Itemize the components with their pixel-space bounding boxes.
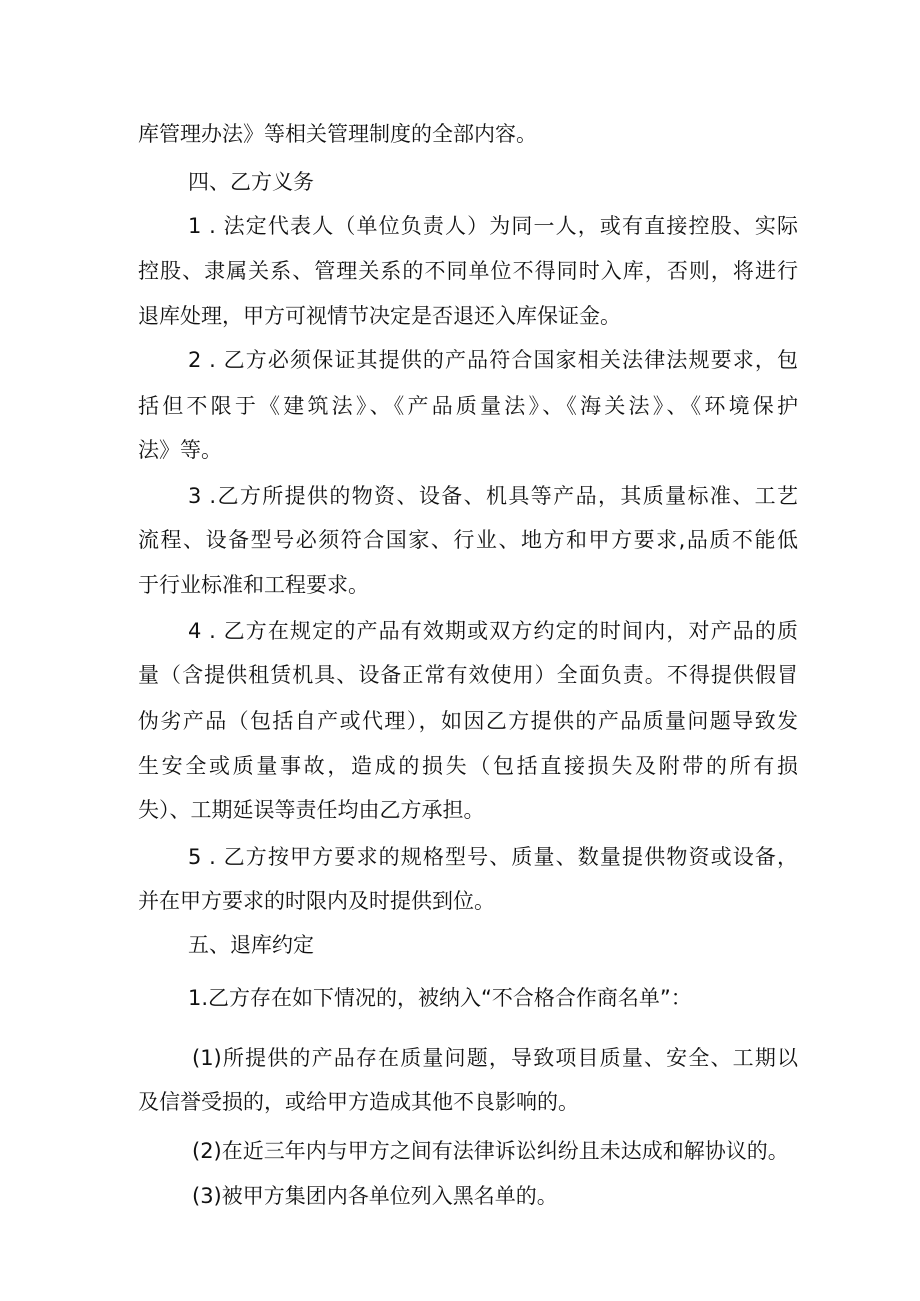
- text-line: 库管理办法》等相关管理制度的全部内容。: [138, 122, 537, 146]
- text-line: 法》等。: [138, 438, 222, 462]
- text-line: (3)被甲方集团内各单位列入黑名单的。: [192, 1184, 558, 1208]
- text-line: (1)所提供的产品存在质量问题，导致项目质量、安全、工期以: [192, 1046, 798, 1070]
- text-line: 于行业标准和工程要求。: [138, 573, 369, 597]
- text-line: 流程、设备型号必须符合国家、行业、地方和甲方要求,品质不能低: [138, 528, 798, 552]
- text-line: (2)在近三年内与甲方之间有法律诉讼纠纷且未达成和解协议的。: [192, 1139, 789, 1163]
- text-line: 伪劣产品（包括自产或代理），如因乙方提供的产品质量问题导致发: [138, 709, 798, 733]
- text-line: 退库处理，甲方可视情节决定是否退还入库保证金。: [138, 304, 621, 328]
- text-line: 失）、工期延误等责任均由乙方承担。: [138, 798, 485, 822]
- text-line: 生安全或质量事故，造成的损失（包括直接损失及附带的所有损: [138, 754, 798, 778]
- text-line: 5 . 乙方按甲方要求的规格型号、质量、数量提供物资或设备，: [188, 845, 798, 869]
- text-line: 量（含提供租赁机具、设备正常有效使用）全面负责。不得提供假冒: [138, 663, 798, 687]
- text-line: 括但不限于《建筑法》、《产品质量法》、《海关法》、《环境保护: [138, 394, 798, 418]
- text-line: 1.乙方存在如下情况的，被纳入“不合格合作商名单”：: [188, 986, 692, 1010]
- text-line: 2 . 乙方必须保证其提供的产品符合国家相关法律法规要求，包: [188, 348, 798, 372]
- text-line: 1 . 法定代表人（单位负责人）为同一人，或有直接控股、实际: [188, 214, 798, 238]
- text-line: 控股、隶属关系、管理关系的不同单位不得同时入库，否则，将进行: [138, 259, 798, 283]
- text-line: 并在甲方要求的时限内及时提供到位。: [138, 889, 495, 913]
- text-line: 及信誉受损的，或给甲方造成其他不良影响的。: [138, 1090, 579, 1114]
- section-heading: 五、退库约定: [188, 933, 314, 957]
- text-line: 4 . 乙方在规定的产品有效期或双方约定的时间内，对产品的质: [188, 619, 798, 643]
- text-line: 3 .乙方所提供的物资、设备、机具等产品，其质量标准、工艺: [188, 484, 798, 508]
- section-heading: 四、乙方义务: [188, 170, 314, 194]
